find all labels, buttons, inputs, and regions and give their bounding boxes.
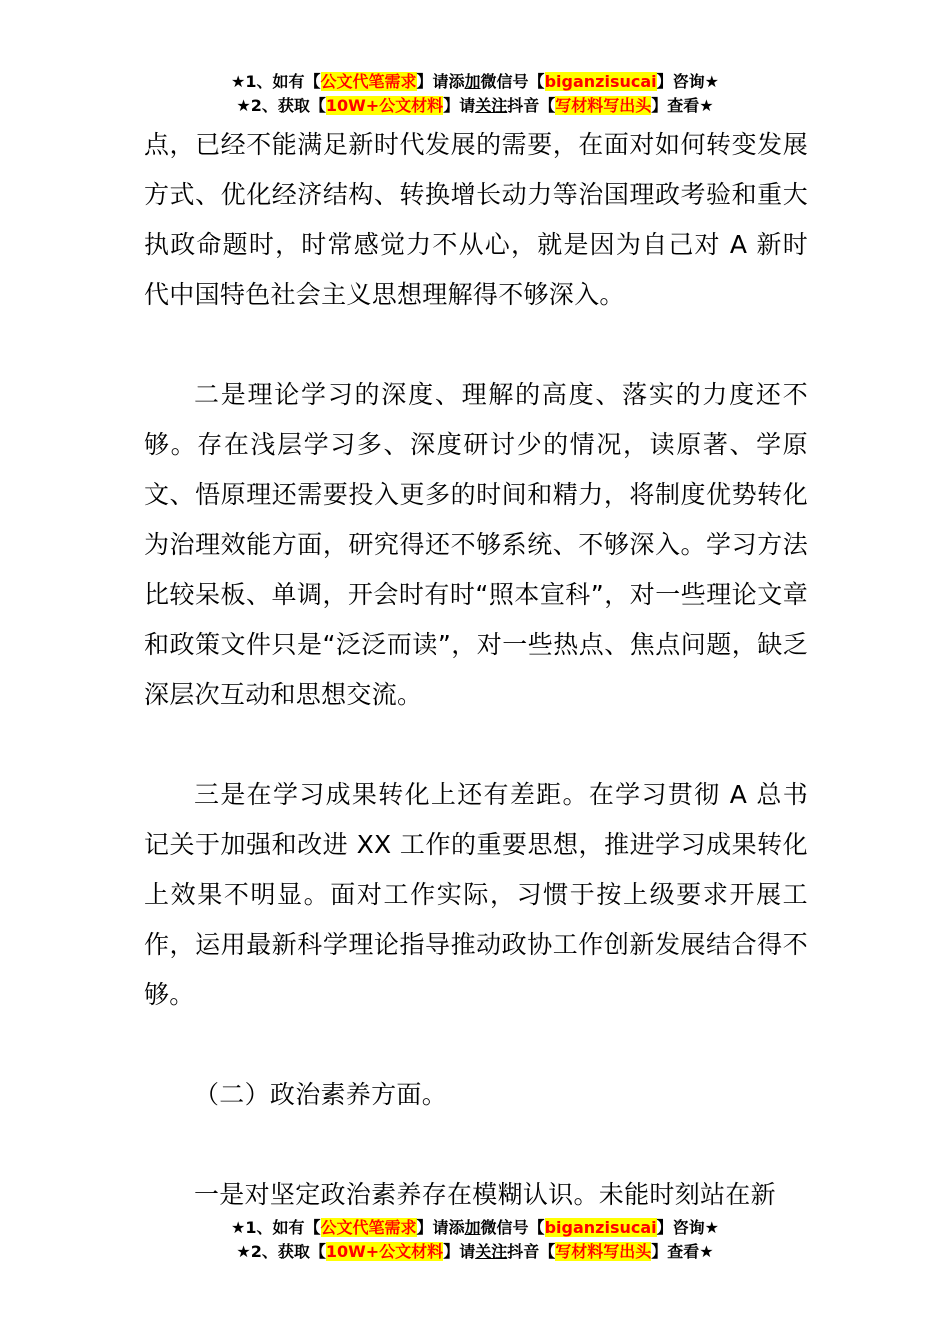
header-banner [0,70,950,118]
banner-text: 】请添 [416,72,465,91]
banner-text: 】请添 [416,1218,465,1237]
paragraph-point-1: 一是对坚定政治素养存在模糊认识。未能时刻站在新 [194,1180,776,1209]
banner-underline: 关注 [475,96,508,115]
banner-highlight: 公文代笔需求 [320,72,417,91]
banner-text: ★2、获取【 [236,1242,326,1261]
banner-text: 】查看★ [651,1242,714,1261]
document-body [144,120,808,1220]
banner-text: ★2、获取【 [236,96,326,115]
banner-text: ★1、如有【 [231,72,321,91]
banner-line-2 [0,94,950,118]
banner-highlight: 10W+公文材料 [325,1242,444,1261]
banner-text: ★1、如有【 [231,1218,321,1237]
banner-highlight: 写材料写出头 [555,96,652,115]
banner-text: 微信号【 [480,72,545,91]
banner-underline: 加 [464,1218,481,1237]
banner-line-1 [0,70,950,94]
footer-banner [0,1216,950,1264]
banner-line-2 [0,1240,950,1264]
banner-highlight: biganzisucai [544,1218,657,1237]
banner-text: 】咨询★ [656,72,719,91]
banner-text: 】咨询★ [656,1218,719,1237]
banner-text: 】请 [443,96,476,115]
banner-text: 微信号【 [480,1218,545,1237]
banner-line-1 [0,1216,950,1240]
paragraph-point-2: 二是理论学习的深度、理解的高度、落实的力度还不够。存在浅层学习多、深度研讨少的情况，读原著、学原文、悟原理还需要投入更多的时间和精力，将制度优势转化为治理效能方面，研究得还不够系统、不够深入。学习方法比较呆板、单调，开会时有时“照本宣科”，对一些理论文章和政策文件只是“泛泛而读”，对一些热点、焦点问题，缺乏深层次互动和思想交流。 [144,380,808,709]
banner-text: 抖音【 [507,1242,556,1261]
banner-text: 抖音【 [507,96,556,115]
paragraph-point-3: 三是在学习成果转化上还有差距。在学习贯彻 A 总书记关于加强和改进 XX 工作的重要思想，推进学习成果转化上效果不明显。面对工作实际，习惯于按上级要求开展工作，运用最新科学理论指导推动政协工作创新发展结合得不够。 [144,780,808,1009]
banner-underline: 加 [464,72,481,91]
section-heading: （二）政治素养方面。 [194,1080,448,1109]
banner-highlight: 公文代笔需求 [320,1218,417,1237]
paragraph-continuation: 点，已经不能满足新时代发展的需要，在面对如何转变发展方式、优化经济结构、转换增长动力等治国理政考验和重大执政命题时，时常感觉力不从心，就是因为自己对 A 新时代中国特色社会主义思想理解得不够深入。 [144,130,808,309]
banner-underline: 关注 [475,1242,508,1261]
banner-text: 】查看★ [651,96,714,115]
banner-highlight: biganzisucai [544,72,657,91]
banner-highlight: 写材料写出头 [555,1242,652,1261]
banner-highlight: 10W+公文材料 [325,96,444,115]
banner-text: 】请 [443,1242,476,1261]
